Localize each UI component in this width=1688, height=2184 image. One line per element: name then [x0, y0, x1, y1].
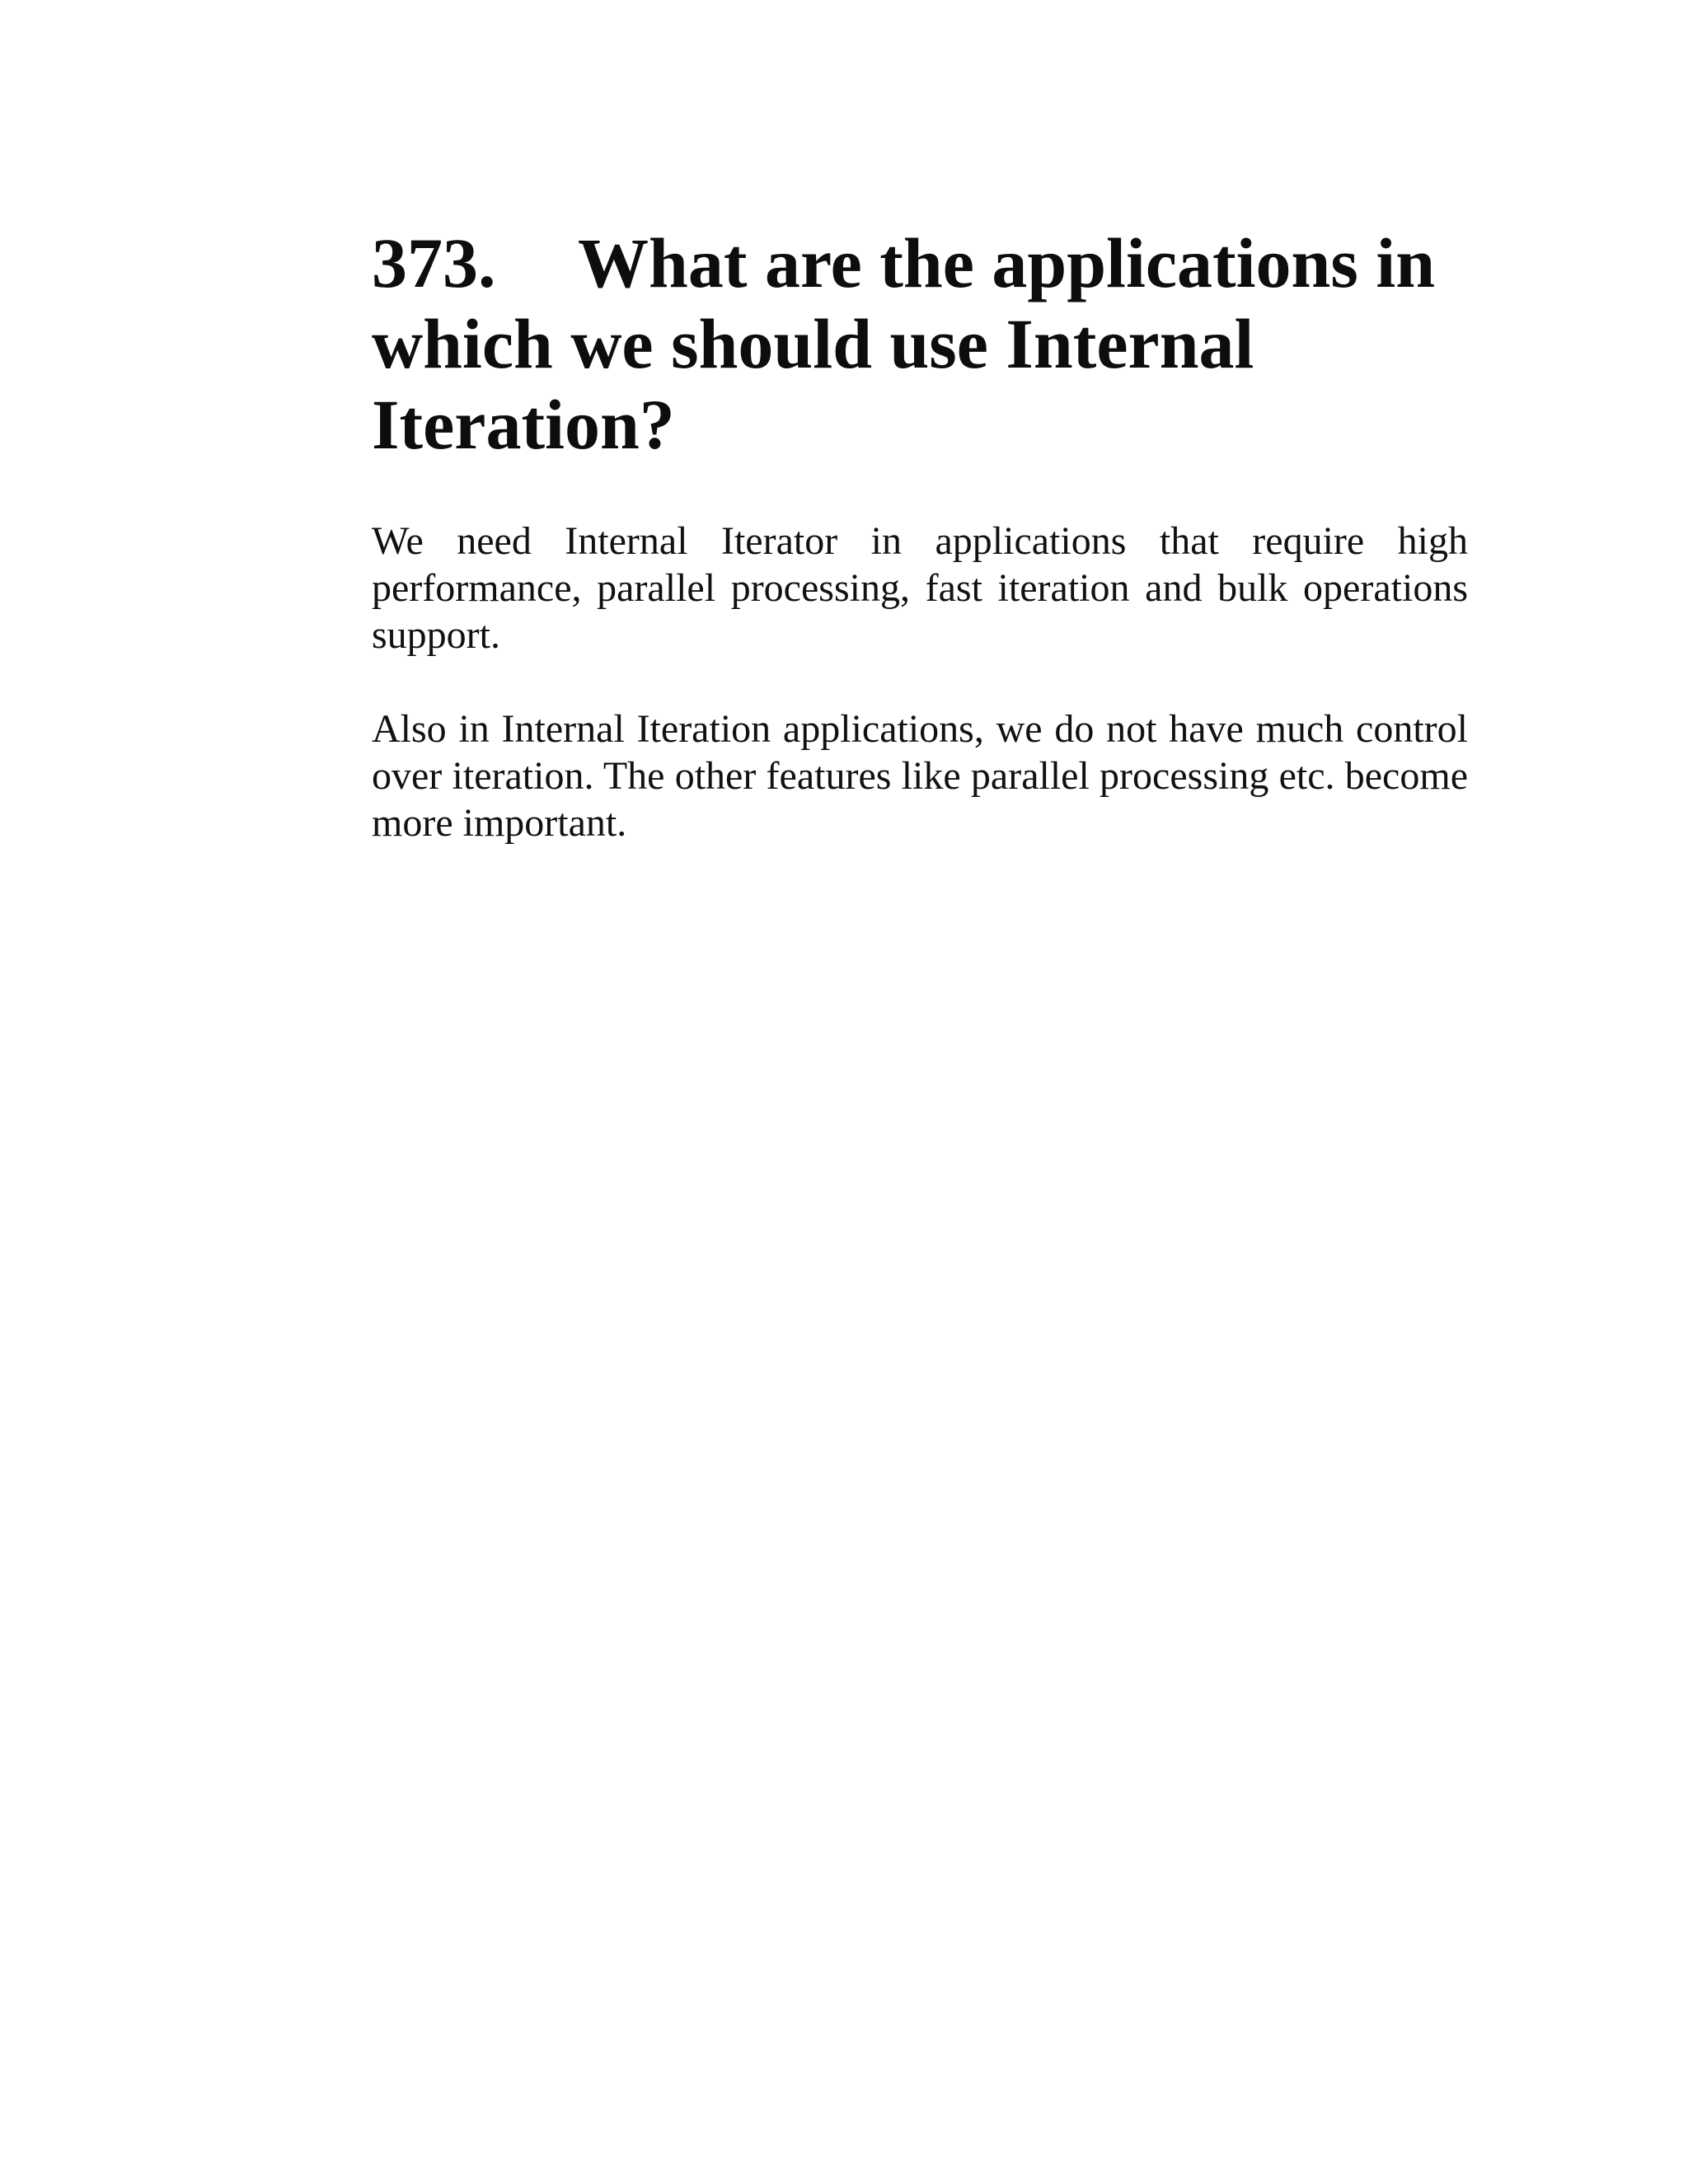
page-content: [372, 223, 1468, 846]
question-title: What are the applications in which we should use Internal Iteration?: [372, 223, 1436, 464]
question-number: 373.: [372, 223, 496, 302]
answer-paragraph-2: Also in Internal Iteration applications, we do not have much control over iteration. The other features like parallel processing etc. become more important.: [372, 707, 1468, 845]
question-heading: [372, 223, 1468, 465]
answer-paragraph-1: We need Internal Iterator in applications that require high performance, parallel processing, fast iteration and bulk operations support.: [372, 519, 1468, 657]
